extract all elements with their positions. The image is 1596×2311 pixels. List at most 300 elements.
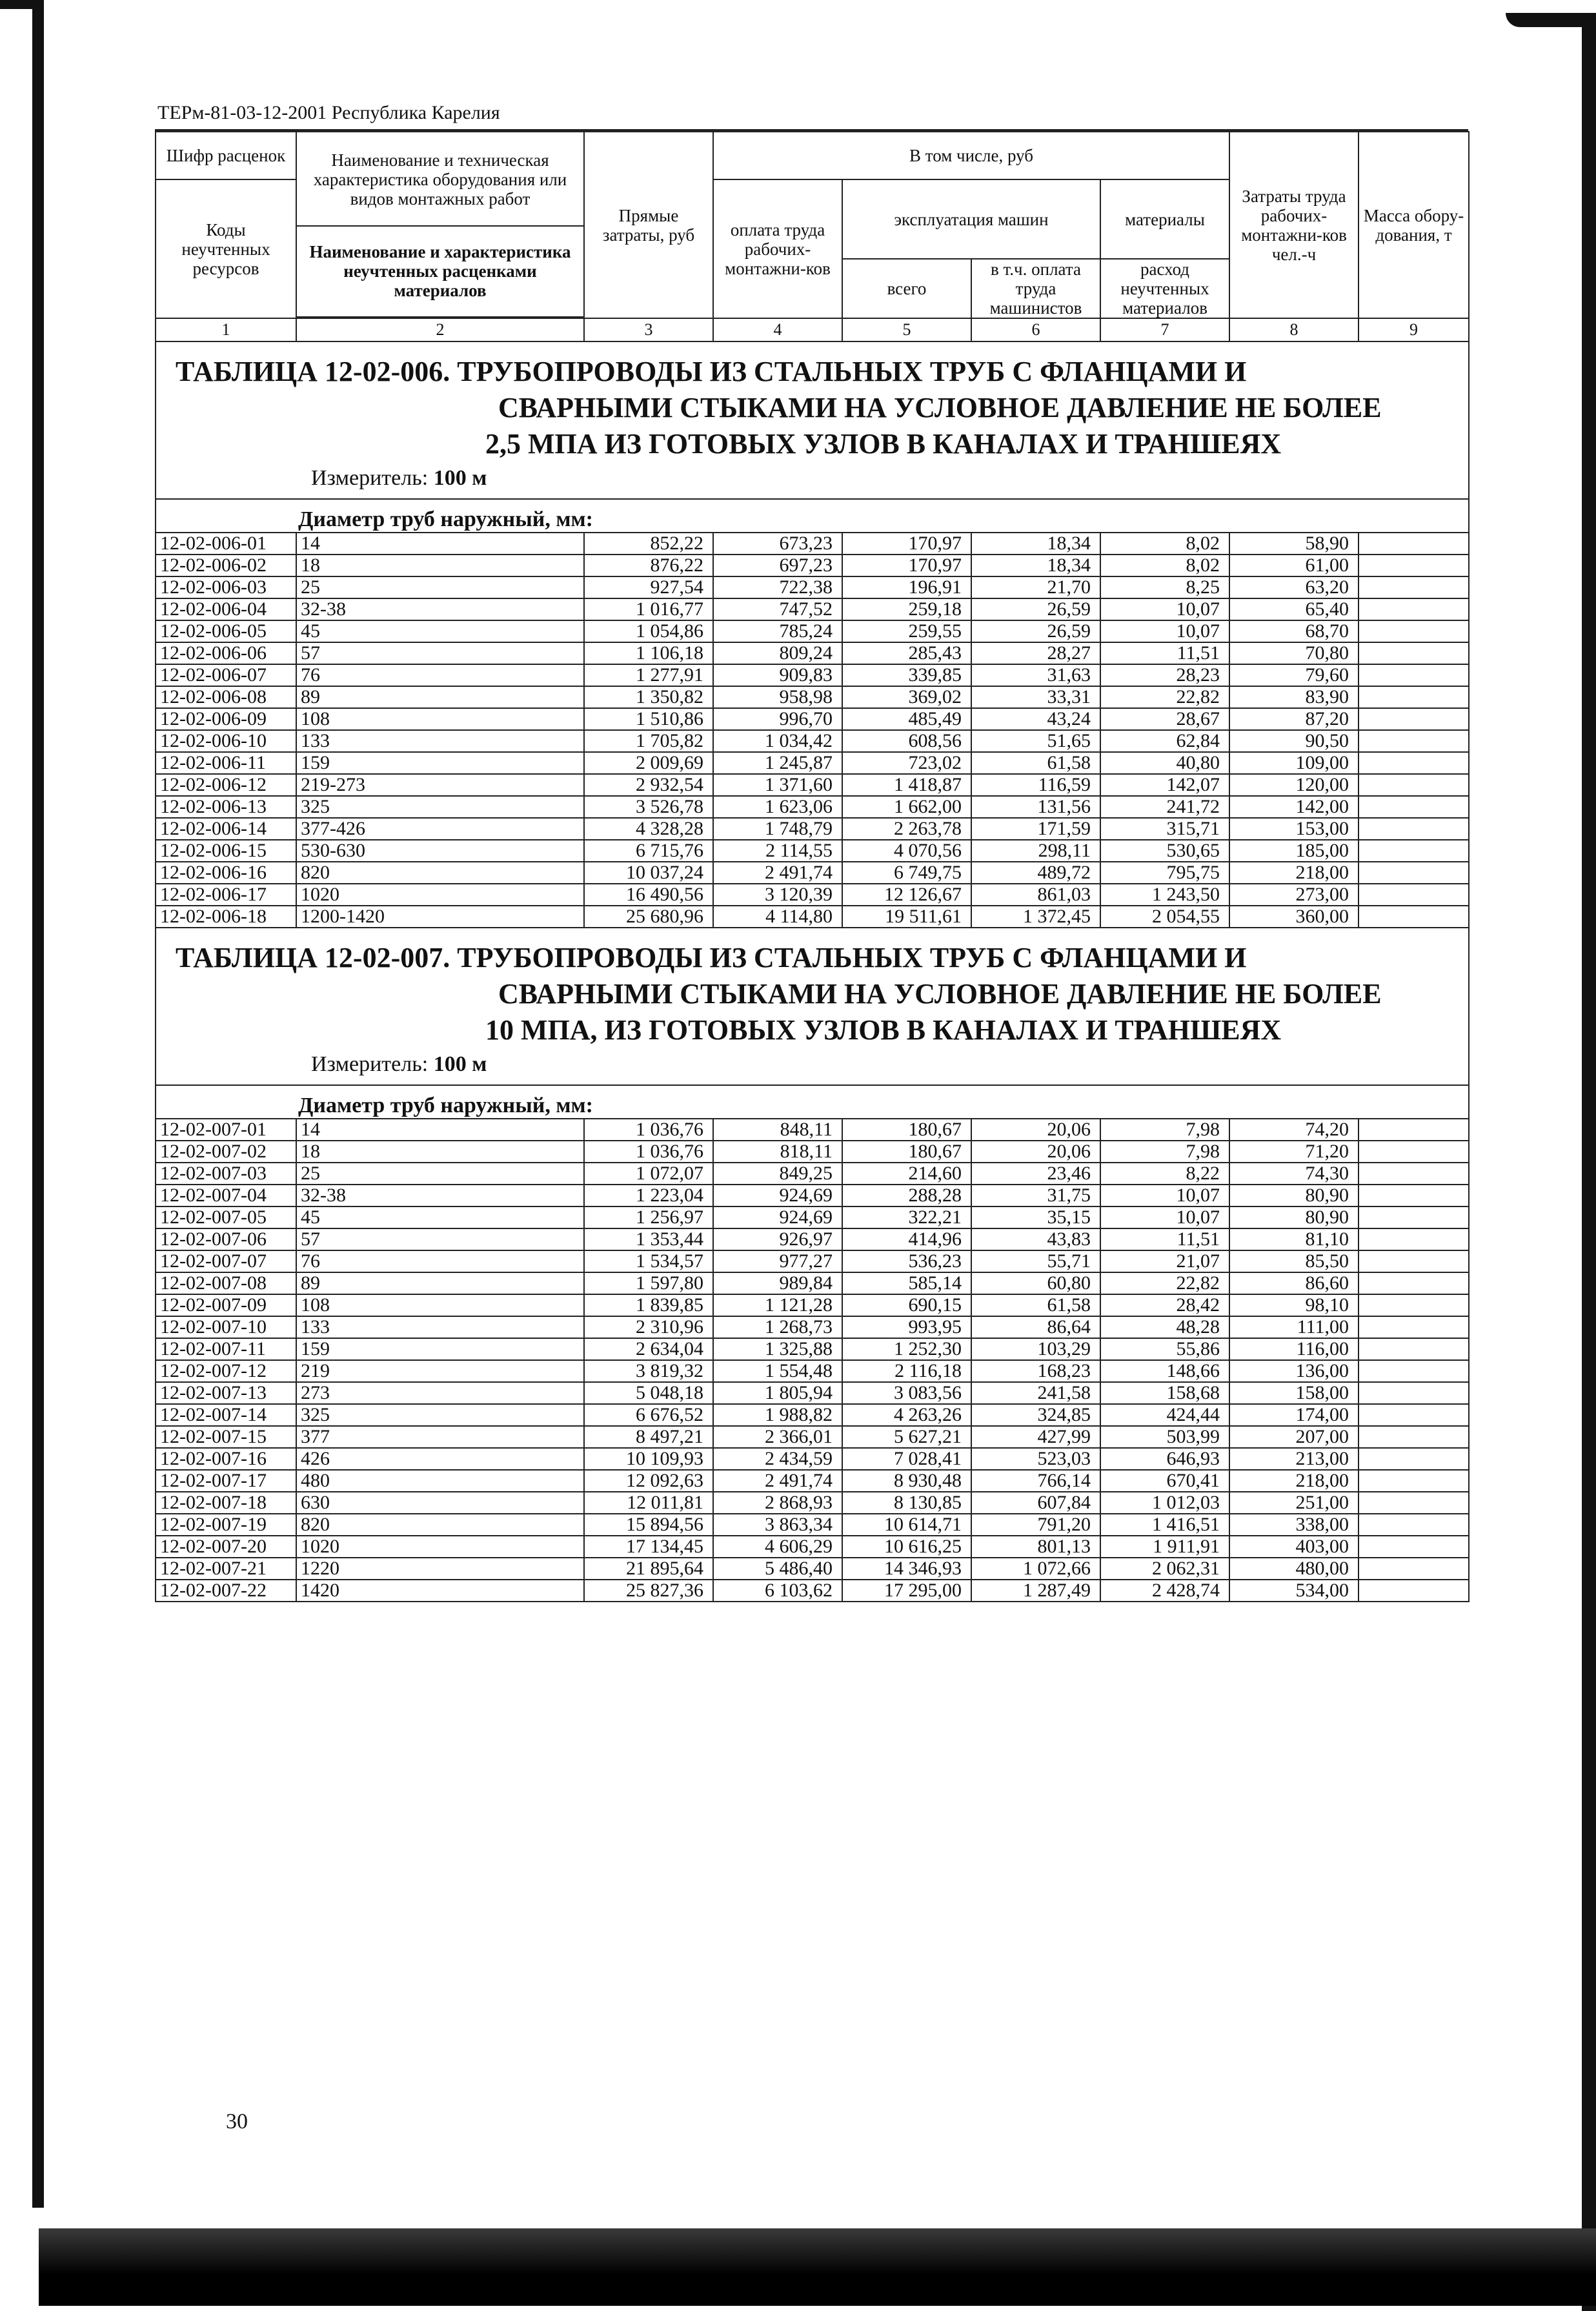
value-cell: 1 350,82: [584, 686, 713, 708]
value-cell: [1359, 686, 1469, 708]
pipe-diameter: 630: [296, 1492, 584, 1514]
value-cell: 1 911,91: [1100, 1536, 1229, 1558]
value-cell: 170,97: [842, 555, 971, 576]
diameter-heading-row: [156, 499, 1469, 533]
rate-code: 12-02-007-18: [156, 1492, 296, 1514]
column-number: 2: [296, 318, 584, 341]
value-cell: 4 070,56: [842, 840, 971, 862]
measure-unit: [176, 1052, 1462, 1077]
value-cell: 1 805,94: [713, 1382, 842, 1404]
value-cell: 1 418,87: [842, 774, 971, 796]
pipe-diameter: 377: [296, 1426, 584, 1448]
pipe-diameter: 57: [296, 1228, 584, 1250]
col-code-top: Шифр расценок: [156, 132, 296, 179]
value-cell: 259,18: [842, 598, 971, 620]
value-cell: 1 121,28: [713, 1294, 842, 1316]
value-cell: [1359, 1448, 1469, 1470]
rate-code: 12-02-007-15: [156, 1426, 296, 1448]
value-cell: 26,59: [971, 620, 1100, 642]
value-cell: 3 526,78: [584, 796, 713, 818]
value-cell: 958,98: [713, 686, 842, 708]
pipe-diameter: 325: [296, 796, 584, 818]
value-cell: 218,00: [1229, 1470, 1359, 1492]
value-cell: 35,15: [971, 1206, 1100, 1228]
value-cell: [1359, 1316, 1469, 1338]
value-cell: 924,69: [713, 1185, 842, 1206]
table-row: [156, 752, 1469, 774]
pipe-diameter: 1200-1420: [296, 906, 584, 928]
value-cell: [1359, 1492, 1469, 1514]
value-cell: 28,42: [1100, 1294, 1229, 1316]
table-row: [156, 1294, 1469, 1316]
value-cell: 28,23: [1100, 664, 1229, 686]
column-number: 1: [156, 318, 296, 341]
value-cell: 1 287,49: [971, 1580, 1100, 1602]
value-cell: 71,20: [1229, 1141, 1359, 1163]
pipe-diameter: 219-273: [296, 774, 584, 796]
rate-code: 12-02-006-13: [156, 796, 296, 818]
value-cell: [1359, 774, 1469, 796]
value-cell: 22,82: [1100, 1272, 1229, 1294]
value-cell: 21,07: [1100, 1250, 1229, 1272]
value-cell: 68,70: [1229, 620, 1359, 642]
value-cell: 536,23: [842, 1250, 971, 1272]
value-cell: 12 011,81: [584, 1492, 713, 1514]
value-cell: 87,20: [1229, 708, 1359, 730]
col-incl-group: В том числе, руб: [713, 132, 1229, 179]
value-cell: 993,95: [842, 1316, 971, 1338]
value-cell: 1 034,42: [713, 730, 842, 752]
value-cell: 21 895,64: [584, 1558, 713, 1580]
value-cell: 697,23: [713, 555, 842, 576]
value-cell: 1 268,73: [713, 1316, 842, 1338]
pipe-diameter: 25: [296, 1163, 584, 1185]
value-cell: 158,68: [1100, 1382, 1229, 1404]
pipe-diameter: 25: [296, 576, 584, 598]
value-cell: 25 827,36: [584, 1580, 713, 1602]
value-cell: 4 606,29: [713, 1536, 842, 1558]
col-name: [296, 132, 584, 317]
value-cell: 848,11: [713, 1119, 842, 1141]
pipe-diameter: 32-38: [296, 1185, 584, 1206]
value-cell: 18,34: [971, 555, 1100, 576]
value-cell: 43,24: [971, 708, 1100, 730]
value-cell: 2 932,54: [584, 774, 713, 796]
value-cell: 2 491,74: [713, 1470, 842, 1492]
table-row: [156, 1316, 1469, 1338]
value-cell: 10,07: [1100, 1206, 1229, 1228]
value-cell: 909,83: [713, 664, 842, 686]
value-cell: 10 614,71: [842, 1514, 971, 1536]
value-cell: 33,31: [971, 686, 1100, 708]
table-row: [156, 708, 1469, 730]
table-title-line: СВАРНЫМИ СТЫКАМИ НА УСЛОВНОЕ ДАВЛЕНИЕ НЕ БОЛЕЕ: [498, 392, 1382, 423]
value-cell: 63,20: [1229, 576, 1359, 598]
col-machines-group: эксплуатация машин: [842, 179, 1100, 259]
value-cell: 25 680,96: [584, 906, 713, 928]
column-number: 9: [1359, 318, 1469, 341]
value-cell: 1 256,97: [584, 1206, 713, 1228]
value-cell: 534,00: [1229, 1580, 1359, 1602]
pipe-diameter: 530-630: [296, 840, 584, 862]
value-cell: 26,59: [971, 598, 1100, 620]
value-cell: 15 894,56: [584, 1514, 713, 1536]
value-cell: 722,38: [713, 576, 842, 598]
table-row: [156, 1360, 1469, 1382]
value-cell: 1 416,51: [1100, 1514, 1229, 1536]
value-cell: [1359, 1360, 1469, 1382]
value-cell: 19 511,61: [842, 906, 971, 928]
rate-code: 12-02-007-16: [156, 1448, 296, 1470]
rate-code: 12-02-007-05: [156, 1206, 296, 1228]
value-cell: [1359, 730, 1469, 752]
table-row: [156, 1228, 1469, 1250]
table-title-line: 10 МПА, ИЗ ГОТОВЫХ УЗЛОВ В КАНАЛАХ И ТРАНШЕЯХ: [485, 1014, 1282, 1046]
value-cell: 1 072,07: [584, 1163, 713, 1185]
value-cell: 315,71: [1100, 818, 1229, 840]
value-cell: 7 028,41: [842, 1448, 971, 1470]
value-cell: 48,28: [1100, 1316, 1229, 1338]
rate-code: 12-02-007-21: [156, 1558, 296, 1580]
value-cell: 766,14: [971, 1470, 1100, 1492]
value-cell: 148,66: [1100, 1360, 1229, 1382]
rate-code: 12-02-007-11: [156, 1338, 296, 1360]
value-cell: 196,91: [842, 576, 971, 598]
value-cell: 369,02: [842, 686, 971, 708]
value-cell: [1359, 555, 1469, 576]
diameter-heading: Диаметр труб наружный, мм:: [156, 499, 1469, 533]
value-cell: [1359, 796, 1469, 818]
value-cell: [1359, 1228, 1469, 1250]
table-title-line: СВАРНЫМИ СТЫКАМИ НА УСЛОВНОЕ ДАВЛЕНИЕ НЕ БОЛЕЕ: [498, 978, 1382, 1010]
value-cell: 1 072,66: [971, 1558, 1100, 1580]
value-cell: 90,50: [1229, 730, 1359, 752]
value-cell: 1 839,85: [584, 1294, 713, 1316]
scan-edge-left: [32, 0, 44, 2208]
table-row: [156, 1119, 1469, 1141]
value-cell: 241,58: [971, 1382, 1100, 1404]
rate-code: 12-02-006-05: [156, 620, 296, 642]
table-row: [156, 642, 1469, 664]
value-cell: 3 120,39: [713, 884, 842, 906]
value-cell: 10,07: [1100, 620, 1229, 642]
value-cell: 2 009,69: [584, 752, 713, 774]
table-row: [156, 1404, 1469, 1426]
col-machines-labor: в т.ч. оплата труда машинистов: [971, 259, 1100, 318]
rates-table: [155, 131, 1470, 1602]
table-title-cell: [156, 341, 1469, 499]
value-cell: 21,70: [971, 576, 1100, 598]
value-cell: 70,80: [1229, 642, 1359, 664]
value-cell: 1 012,03: [1100, 1492, 1229, 1514]
col-name-top: Наименование и техническая характеристика оборудования или видов монтажных работ: [297, 134, 583, 227]
table-row: [156, 1580, 1469, 1602]
table-row: [156, 774, 1469, 796]
value-cell: [1359, 576, 1469, 598]
value-cell: [1359, 1404, 1469, 1426]
table-row: [156, 1492, 1469, 1514]
value-cell: 403,00: [1229, 1536, 1359, 1558]
value-cell: 489,72: [971, 862, 1100, 884]
value-cell: 8,02: [1100, 555, 1229, 576]
table-row: [156, 1448, 1469, 1470]
value-cell: 6 103,62: [713, 1580, 842, 1602]
page-number: 30: [226, 2110, 248, 2133]
value-cell: 3 863,34: [713, 1514, 842, 1536]
value-cell: 288,28: [842, 1185, 971, 1206]
rate-code: 12-02-007-14: [156, 1404, 296, 1426]
value-cell: 28,27: [971, 642, 1100, 664]
value-cell: 791,20: [971, 1514, 1100, 1536]
table-row: [156, 1470, 1469, 1492]
value-cell: [1359, 642, 1469, 664]
value-cell: 116,00: [1229, 1338, 1359, 1360]
table-title-row: [156, 928, 1469, 1085]
value-cell: 11,51: [1100, 1228, 1229, 1250]
value-cell: 1 036,76: [584, 1119, 713, 1141]
value-cell: 16 490,56: [584, 884, 713, 906]
value-cell: 414,96: [842, 1228, 971, 1250]
value-cell: [1359, 906, 1469, 928]
measure-label: Измеритель:: [311, 466, 429, 490]
value-cell: 8,22: [1100, 1163, 1229, 1185]
value-cell: 6 715,76: [584, 840, 713, 862]
value-cell: 6 676,52: [584, 1404, 713, 1426]
value-cell: 324,85: [971, 1404, 1100, 1426]
value-cell: 2 114,55: [713, 840, 842, 862]
rate-code: 12-02-006-12: [156, 774, 296, 796]
value-cell: 2 428,74: [1100, 1580, 1229, 1602]
value-cell: 51,65: [971, 730, 1100, 752]
pipe-diameter: 133: [296, 730, 584, 752]
value-cell: 55,71: [971, 1250, 1100, 1272]
value-cell: 61,58: [971, 1294, 1100, 1316]
value-cell: [1359, 1338, 1469, 1360]
rate-code: 12-02-006-02: [156, 555, 296, 576]
value-cell: 12 092,63: [584, 1470, 713, 1492]
col-machines-total: всего: [842, 259, 971, 318]
value-cell: [1359, 1185, 1469, 1206]
rate-code: 12-02-006-11: [156, 752, 296, 774]
value-cell: 4 114,80: [713, 906, 842, 928]
table-row: [156, 533, 1469, 555]
table-title-line: ТАБЛИЦА 12-02-006. ТРУБОПРОВОДЫ ИЗ СТАЛЬНЫХ ТРУБ С ФЛАНЦАМИ И: [176, 356, 1247, 387]
value-cell: 20,06: [971, 1119, 1100, 1141]
pipe-diameter: 14: [296, 533, 584, 555]
table-row: [156, 664, 1469, 686]
col-labor-cost: Затраты труда рабочих-монтажни-ков чел.-ч: [1229, 132, 1359, 318]
value-cell: 3 083,56: [842, 1382, 971, 1404]
value-cell: 1 252,30: [842, 1338, 971, 1360]
value-cell: 11,51: [1100, 642, 1229, 664]
value-cell: 2 116,18: [842, 1360, 971, 1382]
value-cell: 12 126,67: [842, 884, 971, 906]
table-row: [156, 1272, 1469, 1294]
table-title-line: ТАБЛИЦА 12-02-007. ТРУБОПРОВОДЫ ИЗ СТАЛЬНЫХ ТРУБ С ФЛАНЦАМИ И: [176, 942, 1247, 973]
table-header: [156, 132, 1469, 341]
table-row: [156, 1382, 1469, 1404]
value-cell: [1359, 1382, 1469, 1404]
column-numbers-row: [156, 318, 1469, 341]
table-title: [176, 354, 1462, 462]
tables-body: [156, 341, 1469, 1602]
rate-code: 12-02-007-22: [156, 1580, 296, 1602]
pipe-diameter: 1420: [296, 1580, 584, 1602]
column-number: 8: [1229, 318, 1359, 341]
value-cell: 338,00: [1229, 1514, 1359, 1536]
value-cell: 218,00: [1229, 862, 1359, 884]
value-cell: 10 109,93: [584, 1448, 713, 1470]
value-cell: 1 036,76: [584, 1141, 713, 1163]
value-cell: 109,00: [1229, 752, 1359, 774]
value-cell: 171,59: [971, 818, 1100, 840]
value-cell: [1359, 1536, 1469, 1558]
value-cell: 142,07: [1100, 774, 1229, 796]
pipe-diameter: 108: [296, 708, 584, 730]
value-cell: 241,72: [1100, 796, 1229, 818]
pipe-diameter: 377-426: [296, 818, 584, 840]
diameter-heading: Диаметр труб наружный, мм:: [156, 1085, 1469, 1119]
value-cell: 3 819,32: [584, 1360, 713, 1382]
value-cell: 427,99: [971, 1426, 1100, 1448]
value-cell: 585,14: [842, 1272, 971, 1294]
rate-code: 12-02-006-01: [156, 533, 296, 555]
value-cell: 103,29: [971, 1338, 1100, 1360]
value-cell: 180,67: [842, 1141, 971, 1163]
value-cell: 120,00: [1229, 774, 1359, 796]
pipe-diameter: 89: [296, 1272, 584, 1294]
value-cell: [1359, 620, 1469, 642]
value-cell: 1 245,87: [713, 752, 842, 774]
value-cell: 1 016,77: [584, 598, 713, 620]
column-number: 3: [584, 318, 713, 341]
value-cell: 8,25: [1100, 576, 1229, 598]
value-cell: 360,00: [1229, 906, 1359, 928]
table-row: [156, 1185, 1469, 1206]
value-cell: 10 616,25: [842, 1536, 971, 1558]
value-cell: 1 353,44: [584, 1228, 713, 1250]
value-cell: [1359, 1206, 1469, 1228]
table-row: [156, 862, 1469, 884]
pipe-diameter: 480: [296, 1470, 584, 1492]
pipe-diameter: 57: [296, 642, 584, 664]
col-materials-group: материалы: [1100, 179, 1229, 259]
col-code-bottom: Коды неучтенных ресурсов: [156, 179, 296, 318]
table-row: [156, 620, 1469, 642]
rate-code: 12-02-006-15: [156, 840, 296, 862]
value-cell: 10 037,24: [584, 862, 713, 884]
rate-code: 12-02-006-10: [156, 730, 296, 752]
table-row: [156, 840, 1469, 862]
value-cell: 927,54: [584, 576, 713, 598]
value-cell: 1 597,80: [584, 1272, 713, 1294]
value-cell: [1359, 598, 1469, 620]
rate-code: 12-02-007-17: [156, 1470, 296, 1492]
value-cell: 1 054,86: [584, 620, 713, 642]
value-cell: [1359, 884, 1469, 906]
value-cell: 60,80: [971, 1272, 1100, 1294]
value-cell: 2 062,31: [1100, 1558, 1229, 1580]
value-cell: 849,25: [713, 1163, 842, 1185]
value-cell: 2 434,59: [713, 1448, 842, 1470]
table-row: [156, 1163, 1469, 1185]
table-row: [156, 1338, 1469, 1360]
value-cell: [1359, 818, 1469, 840]
value-cell: 23,46: [971, 1163, 1100, 1185]
value-cell: 1 223,04: [584, 1185, 713, 1206]
pipe-diameter: 76: [296, 664, 584, 686]
value-cell: [1359, 1426, 1469, 1448]
value-cell: 608,56: [842, 730, 971, 752]
value-cell: 298,11: [971, 840, 1100, 862]
value-cell: 185,00: [1229, 840, 1359, 862]
value-cell: 747,52: [713, 598, 842, 620]
rate-code: 12-02-007-09: [156, 1294, 296, 1316]
value-cell: 10,07: [1100, 598, 1229, 620]
rate-code: 12-02-006-17: [156, 884, 296, 906]
value-cell: 996,70: [713, 708, 842, 730]
value-cell: 2 054,55: [1100, 906, 1229, 928]
value-cell: 785,24: [713, 620, 842, 642]
rate-code: 12-02-006-08: [156, 686, 296, 708]
table-row: [156, 686, 1469, 708]
rate-code: 12-02-006-14: [156, 818, 296, 840]
table-row: [156, 1206, 1469, 1228]
table-row: [156, 796, 1469, 818]
value-cell: 7,98: [1100, 1141, 1229, 1163]
value-cell: 8 930,48: [842, 1470, 971, 1492]
value-cell: 8 130,85: [842, 1492, 971, 1514]
pipe-diameter: 159: [296, 1338, 584, 1360]
rate-code: 12-02-007-13: [156, 1382, 296, 1404]
value-cell: 1 325,88: [713, 1338, 842, 1360]
value-cell: 80,90: [1229, 1185, 1359, 1206]
value-cell: 170,97: [842, 533, 971, 555]
value-cell: 20,06: [971, 1141, 1100, 1163]
value-cell: 809,24: [713, 642, 842, 664]
value-cell: 6 749,75: [842, 862, 971, 884]
value-cell: 670,41: [1100, 1470, 1229, 1492]
pipe-diameter: 1220: [296, 1558, 584, 1580]
pipe-diameter: 133: [296, 1316, 584, 1338]
value-cell: 503,99: [1100, 1426, 1229, 1448]
value-cell: 207,00: [1229, 1426, 1359, 1448]
value-cell: 5 486,40: [713, 1558, 842, 1580]
value-cell: 98,10: [1229, 1294, 1359, 1316]
rate-code: 12-02-007-01: [156, 1119, 296, 1141]
scan-edge-bottom: [39, 2228, 1596, 2306]
table-row: [156, 1141, 1469, 1163]
table-title-cell: [156, 928, 1469, 1085]
value-cell: 1 748,79: [713, 818, 842, 840]
value-cell: 85,50: [1229, 1250, 1359, 1272]
value-cell: 40,80: [1100, 752, 1229, 774]
value-cell: 861,03: [971, 884, 1100, 906]
rate-code: 12-02-006-07: [156, 664, 296, 686]
pipe-diameter: 820: [296, 862, 584, 884]
pipe-diameter: 45: [296, 1206, 584, 1228]
col-name-bottom: Наименование и характеристика неучтенных расценками материалов: [309, 241, 571, 300]
value-cell: [1359, 1272, 1469, 1294]
pipe-diameter: 32-38: [296, 598, 584, 620]
value-cell: 673,23: [713, 533, 842, 555]
table-row: [156, 884, 1469, 906]
value-cell: [1359, 862, 1469, 884]
value-cell: [1359, 1580, 1469, 1602]
value-cell: 168,23: [971, 1360, 1100, 1382]
value-cell: 80,90: [1229, 1206, 1359, 1228]
value-cell: 1 662,00: [842, 796, 971, 818]
